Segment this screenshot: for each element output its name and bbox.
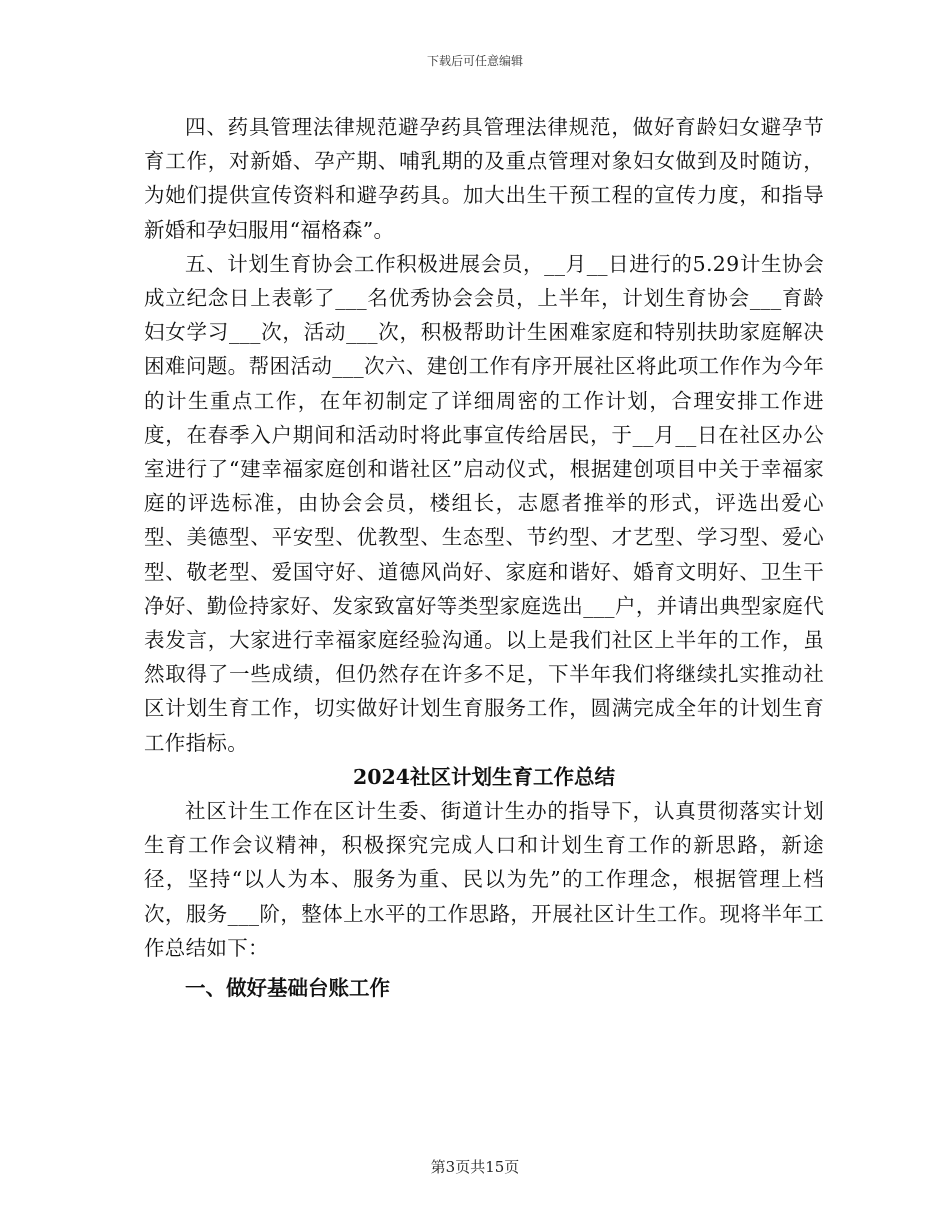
paragraph-section-4: 四、药具管理法律规范避孕药具管理法律规范，做好育龄妇女避孕节育工作，对新婚、孕产期、哺乳期的及重点管理对象妇女做到及时随访，为她们提供宣传资料和避孕药具。加大出生干预工程的宣传力度，和指导新婚和孕妇服用“福格森”。 [144,115,824,242]
document-body [144,110,824,1005]
page-number: 第3页共15页 [430,1158,520,1176]
paragraph-intro: 社区计生工作在区计生委、街道计生办的指导下，认真贯彻落实计划生育工作会议精神，积极探究完成人口和计划生育工作的新思路，新途径，坚持“以人为本、服务为重、民以为先”的工作理念，根据管理上档次，服务___阶，整体上水平的工作思路，开展社区计生工作。现将半年工作总结如下： [144,799,824,960]
page-header-note: 下载后可任意编辑 [426,54,523,68]
paragraph-section-5: 五、计划生育协会工作积极进展会员，__月__日进行的5.29计生协会成立纪念日上表彰了___名优秀协会会员，上半年，计划生育协会___育龄妇女学习___次，活动___次，积极帮助计生困难家庭和特别扶助家庭解决困难问题。帮困活动___次六、建创工作有序开展社区将此项工作作为今年的计生重点工作，在年初制定了详细周密的工作计划，合理安排工作进度，在春季入户期间和活动时将此事宣传给居民，于__月__日在社区办公室进行了“建幸福家庭创和谐社区”启动仪式，根据建创项目中关于幸福家庭的评选标准，由协会会员，楼组长，志愿者推举的形式，评选出爱心型、美德型、平安型、优教型、生态型、节约型、才艺型、学习型、爱心型、敬老型、爱国守好、道德风尚好、家庭和谐好、婚育文明好、卫生干净好、勤俭持家好、发家致富好等类型家庭选出___户，并请出典型家庭代表发言，大家进行幸福家庭经验沟通。以上是我们社区上半年的工作，虽然取得了一些成绩，但仍然存在许多不足，下半年我们将继续扎实推动社区计划生育工作，切实做好计划生育服务工作，圆满完成全年的计划生育工作指标。 [144,251,824,755]
document-title: 2024社区计划生育工作总结 [352,764,616,789]
section-heading-1: 一、做好基础台账工作 [185,976,390,1001]
